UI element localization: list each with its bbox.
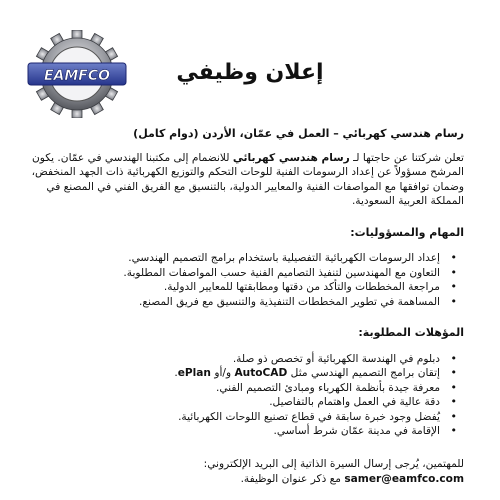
software-autocad: AutoCAD [234,367,288,379]
job-subtitle: رسام هندسي كهربائي – العمل في عمّان، الأردن (دوام كامل) [133,127,464,140]
intro-paragraph [16,151,464,209]
task-item: • مراجعة المخططات والتأكد من دقتها ومطابقتها للمعايير الدولية. [16,280,440,295]
qualifications-list [16,352,464,439]
apply-suffix: مع ذكر عنوان الوظيفة. [240,472,345,485]
qualification-item: • دقة عالية في العمل واهتمام بالتفاصيل. [16,395,440,410]
task-item: • التعاون مع المهندسين لتنفيذ التصاميم الفنية حسب المواصفات المطلوبة. [16,266,440,281]
software-or: و/أو [210,367,235,379]
qualification-item: • معرفة جيدة بأنظمة الكهرباء ومبادئ التصميم الفني. [16,381,440,396]
software-prefix: إتقان برامج التصميم الهندسي مثل [287,367,440,379]
apply-section [16,457,464,487]
task-item: • إعداد الرسومات الكهربائية التفصيلية باستخدام برامج التصميم الهندسي. [16,251,440,266]
qualification-item: • دبلوم في الهندسة الكهربائية أو تخصص ذو صلة. [16,352,440,367]
qualification-item-software [16,366,440,381]
logo-text: EAMFCO [43,68,111,84]
contact-email[interactable]: samer@eamfco.com [344,472,464,485]
qualifications-heading: المؤهلات المطلوبة: [358,326,464,339]
qualification-item: • الإقامة في مدينة عمّان شرط أساسي. [16,424,440,439]
software-eplan: ePlan [177,367,211,379]
software-suffix: . [174,367,178,379]
apply-line-2 [16,472,464,487]
intro-job-title: رسام هندسي كهربائي [232,151,350,164]
intro-part1: تعلن شركتنا عن حاجتها لـ [349,151,464,164]
task-item: • المساهمة في تطوير المخططات التنفيذية والتنسيق مع فريق المصنع. [16,295,440,310]
qualification-item: • يُفضل وجود خبرة سابقة في قطاع تصنيع اللوحات الكهربائية. [16,410,440,425]
tasks-list [16,251,464,309]
apply-instructions: للمهتمين، يُرجى إرسال السيرة الذاتية إلى البريد الإلكتروني: [203,457,464,470]
intro-part2: للانضمام إلى مكتبنا الهندسي في عمّان. يكون المرشح مسؤولاً عن إعداد الرسومات الفنية للوحات التحكم والتوزيع الكهربائية ذات الجهد المنخفض، وضمان توافقها مع المواصفات الفنية والمعايير الدولية، بالتنسيق مع الفريق الفني في المصنع في المملكة العربية السعودية. [31,151,464,207]
tasks-heading: المهام والمسؤوليات: [350,225,464,239]
page-title: إعلان وظيفي [176,60,324,85]
ad-body [16,127,464,487]
